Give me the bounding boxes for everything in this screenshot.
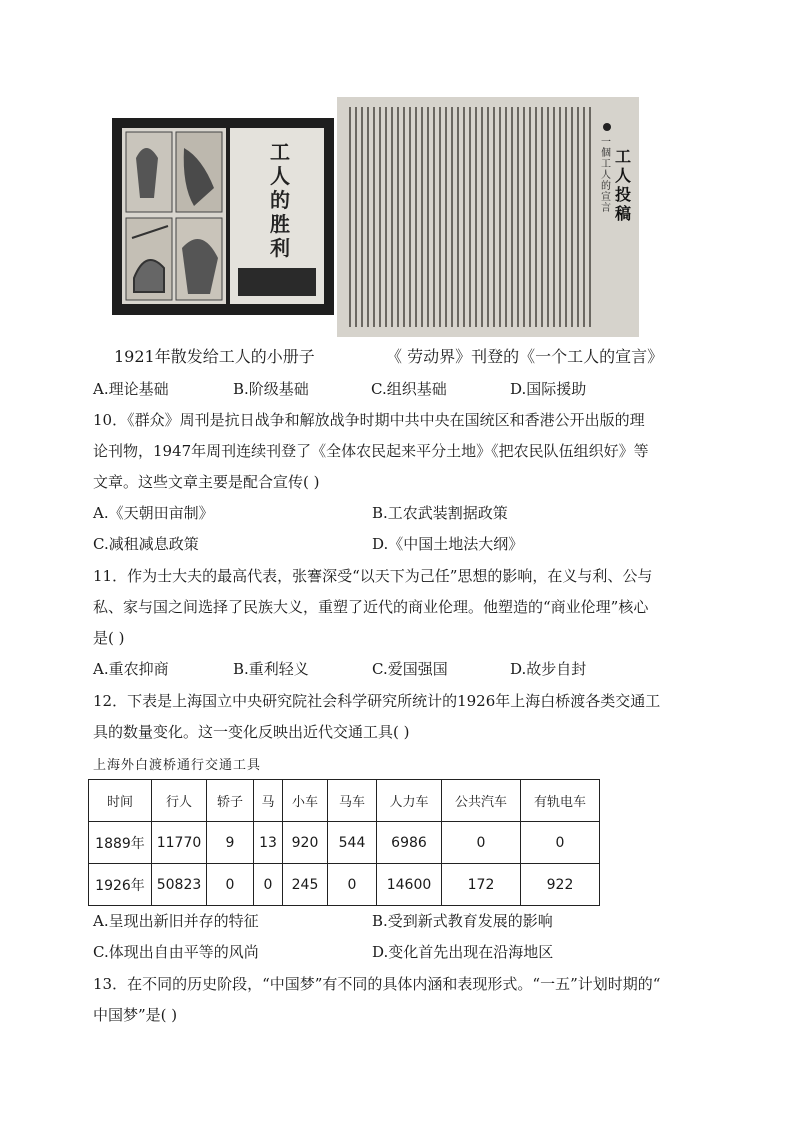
- q10-option-d: D.《中国土地法大纲》: [372, 535, 524, 553]
- table-header-cell: 公共汽车: [442, 780, 521, 822]
- q13-line-2: 中国梦”是( ): [93, 1006, 178, 1024]
- table-header-row: [89, 780, 600, 822]
- table-header-cell: 轿子: [207, 780, 254, 822]
- newspaper-title: 工人投稿: [615, 147, 632, 223]
- newspaper-text-block: [345, 107, 595, 327]
- table-cell: 50823: [152, 864, 207, 906]
- booklet-illustration: [122, 128, 226, 304]
- table-header-cell: 时间: [89, 780, 152, 822]
- q12-line-2: 具的数量变化。这一变化反映出近代交通工具( ): [93, 723, 410, 741]
- table-header-cell: 小车: [283, 780, 328, 822]
- q11-line-1: 11．作为士大夫的最高代表，张謇深受“以天下为己任”思想的影响，在义与利、公与: [93, 567, 653, 585]
- table-title: 上海外白渡桥通行交通工具: [93, 758, 262, 773]
- traffic-table: [88, 779, 600, 906]
- table-cell: 0: [254, 864, 283, 906]
- q11-line-3: 是( ): [93, 629, 125, 647]
- q10-option-b: B.工农武装割据政策: [372, 504, 508, 522]
- table-cell: 11770: [152, 822, 207, 864]
- q12-option-a: A.呈现出新旧并存的特征: [93, 912, 259, 930]
- booklet-caption: 1921年散发给工人的小册子: [114, 347, 315, 366]
- q10-option-a: A.《天朝田亩制》: [93, 504, 214, 522]
- table-cell: 0: [207, 864, 254, 906]
- table-cell: 1926年: [89, 864, 152, 906]
- booklet-photo: [112, 118, 334, 315]
- q13-line-1: 13．在不同的历史阶段，“中国梦”有不同的具体内涵和表现形式。“一五”计划时期的“: [93, 975, 661, 993]
- newspaper-caption: 《 劳动界》刊登的《一个工人的宣言》: [386, 347, 664, 366]
- table-cell: 1889年: [89, 822, 152, 864]
- table-header-cell: 行人: [152, 780, 207, 822]
- q12-line-1: 12．下表是上海国立中央研究院社会科学研究所统计的1926年上海白桥渡各类交通工: [93, 692, 661, 710]
- q10-line-2: 论刊物，1947年周刊连续刊登了《全体农民起来平分土地》《把农民队伍组织好》等: [93, 442, 649, 460]
- q9-option-b: B.阶级基础: [233, 380, 309, 398]
- table-header-cell: 马车: [328, 780, 377, 822]
- table-cell: 14600: [377, 864, 442, 906]
- table-cell: 245: [283, 864, 328, 906]
- q11-option-c: C.爱国强国: [372, 660, 448, 678]
- newspaper-photo: [337, 97, 639, 337]
- q11-option-b: B.重利轻义: [233, 660, 309, 678]
- booklet-left-page: [122, 128, 226, 304]
- table-header-cell: 马: [254, 780, 283, 822]
- table-cell: 9: [207, 822, 254, 864]
- booklet-cover: [230, 128, 324, 304]
- newspaper-subtitle: 一個工人的宣言: [601, 137, 611, 214]
- q10-option-c: C.减租减息政策: [93, 535, 199, 553]
- table-header-cell: 有轨电车: [521, 780, 600, 822]
- table-cell: 922: [521, 864, 600, 906]
- booklet-title: 工人的胜利: [270, 140, 290, 260]
- q12-option-c: C.体现出自由平等的风尚: [93, 943, 259, 961]
- q9-option-a: A.理论基础: [93, 380, 169, 398]
- table-cell: 172: [442, 864, 521, 906]
- table-cell: 920: [283, 822, 328, 864]
- table-cell: 6986: [377, 822, 442, 864]
- table-cell: 0: [442, 822, 521, 864]
- table-cell: 0: [521, 822, 600, 864]
- booklet-cover-caption: [238, 268, 316, 296]
- q11-option-a: A.重农抑商: [93, 660, 169, 678]
- table-cell: 0: [328, 864, 377, 906]
- q11-line-2: 私、家与国之间选择了民族大义，重塑了近代的商业伦理。他塑造的“商业伦理”核心: [93, 598, 649, 616]
- table-row: [89, 864, 600, 906]
- q9-option-c: C.组织基础: [371, 380, 447, 398]
- q10-line-3: 文章。这些文章主要是配合宣传( ): [93, 473, 320, 491]
- q12-option-d: D.变化首先出现在沿海地区: [372, 943, 554, 961]
- table-header-cell: 人力车: [377, 780, 442, 822]
- q12-option-b: B.受到新式教育发展的影响: [372, 912, 553, 930]
- q10-line-1: 10．《群众》周刊是抗日战争和解放战争时期中共中央在国统区和香港公开出版的理: [93, 411, 645, 429]
- q11-option-d: D.故步自封: [510, 660, 587, 678]
- table-cell: 544: [328, 822, 377, 864]
- q9-option-d: D.国际援助: [510, 380, 587, 398]
- table-cell: 13: [254, 822, 283, 864]
- newspaper-bullet-icon: [603, 123, 611, 131]
- table-row: [89, 822, 600, 864]
